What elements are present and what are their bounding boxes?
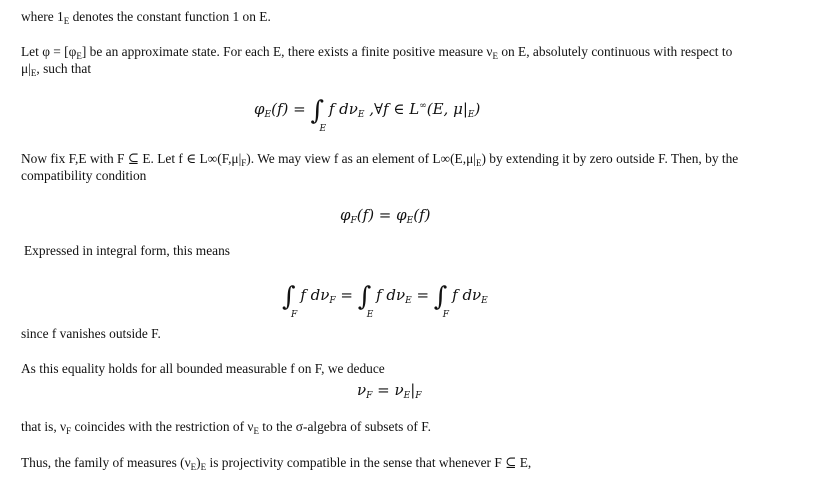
equation-3: ∫ F f $d\nu_F$ = ∫ E f $d\nu_E$ = ∫ F f $d\nu_E$ <box>282 282 488 320</box>
integral-limit: F <box>442 310 450 320</box>
subscript: E <box>475 158 482 168</box>
equation-1: $\varphi_E(f)$ = ∫ E f $d\nu_E$ ,∀f ∈ L∞(E, $\mu|_E$) <box>254 96 481 134</box>
integral-sign: ∫ F <box>282 282 298 320</box>
paragraph-vanishes <box>21 325 813 342</box>
text: , such that <box>36 61 92 76</box>
text: Thus, the family of measures (ν <box>21 455 191 470</box>
integral-sign: ∫ E <box>357 282 374 320</box>
text: to the σ-algebra of subsets of F. <box>258 419 431 434</box>
paragraph-approximate-state-cont <box>21 60 813 77</box>
text: that is, ν <box>21 419 67 434</box>
paragraph-fix-f-e <box>21 150 813 167</box>
text: coincides with the restriction of ν <box>71 419 254 434</box>
text: Expressed in integral form, this means <box>24 243 231 258</box>
paragraph-approximate-state <box>21 43 813 60</box>
integral-limit: F <box>291 310 298 320</box>
text: where 1 <box>21 9 64 24</box>
subscript: E <box>190 462 197 472</box>
integral-sign: ∫ F <box>433 282 450 320</box>
text: μ| <box>21 61 31 76</box>
text: ] be an approximate state. For each E, there exists a finite positive measure ν <box>81 44 493 59</box>
paragraph-compatibility <box>21 167 813 184</box>
text: compatibility condition <box>21 168 147 183</box>
text: Now fix F,E with F ⊆ E. Let f ∈ L∞(F,μ| <box>21 151 242 166</box>
subscript: E <box>200 462 207 472</box>
equation-4: $\nu_F = \nu_E|_F$ <box>357 381 422 401</box>
integral-limit: E <box>366 310 374 320</box>
paragraph-constant-function <box>21 8 813 25</box>
subscript: F <box>66 426 72 436</box>
text: ) by extending it by zero outside F. Then, by the <box>481 151 739 166</box>
subscript: E <box>63 16 70 26</box>
text: on E, absolutely continuous with respect to <box>497 44 733 59</box>
paragraph-deduce <box>21 360 813 377</box>
text: since f vanishes outside F. <box>21 326 161 341</box>
subscript: E <box>253 426 259 436</box>
text: denotes the constant function 1 on E. <box>69 9 271 24</box>
subscript: E <box>30 68 37 78</box>
integral-limit: E <box>319 124 327 134</box>
paragraph-integral-form <box>24 242 816 259</box>
equation-2: $\varphi_F(f) = \varphi_E(f)$ <box>340 206 431 226</box>
subscript: F <box>241 158 247 168</box>
text: ). We may view f as an element of L∞(E,μ| <box>246 151 476 166</box>
integral-sign: ∫ E <box>310 96 327 134</box>
text: ) <box>196 455 201 470</box>
paragraph-restriction <box>21 418 813 435</box>
text: As this equality holds for all bounded measurable f on F, we deduce <box>21 361 385 376</box>
subscript: E <box>76 51 82 61</box>
text: is projectivity compatible in the sense that whenever F ⊆ E, <box>206 455 532 470</box>
subscript: E <box>492 51 498 61</box>
paragraph-projectivity <box>21 454 813 471</box>
text: Let φ = [φ <box>21 44 77 59</box>
